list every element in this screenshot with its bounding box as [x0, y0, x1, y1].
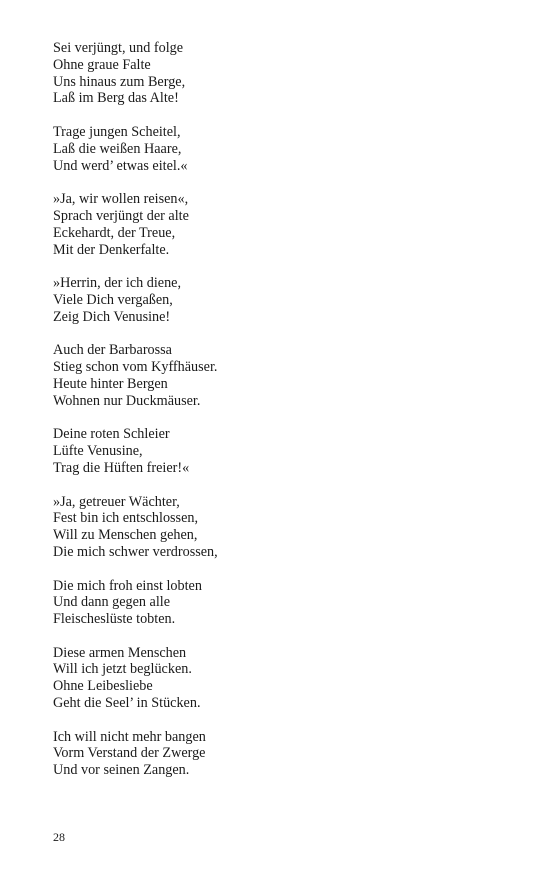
poem-line: Will zu Menschen gehen,: [53, 527, 198, 544]
poem-line: Und vor seinen Zangen.: [53, 762, 190, 779]
stanza: [53, 275, 513, 325]
poem-line: Die mich froh einst lobten: [53, 577, 202, 594]
stanza: [53, 124, 513, 174]
poem-line: Ohne Leibesliebe: [53, 678, 153, 695]
poem-line: Lüfte Venusine,: [53, 443, 143, 460]
poem-line: Fleischeslüste tobten.: [53, 611, 176, 628]
poem-line: Laß die weißen Haare,: [53, 140, 182, 157]
poem-line: Ohne graue Falte: [53, 56, 151, 73]
stanza: [53, 494, 513, 561]
poem-line: Uns hinaus zum Berge,: [53, 73, 186, 90]
stanza: [53, 729, 513, 779]
poem-line: »Herrin, der ich diene,: [53, 275, 182, 292]
poem-line: Will ich jetzt beglücken.: [53, 661, 192, 678]
poem-line: Und werd’ etwas eitel.«: [53, 157, 188, 174]
poem-line: Heute hinter Bergen: [53, 375, 168, 392]
poem-line: Geht die Seel’ in Stücken.: [53, 695, 201, 712]
poem-line: Diese armen Menschen: [53, 644, 187, 661]
poem-line: »Ja, getreuer Wächter,: [53, 493, 180, 510]
poem-line: Laß im Berg das Alte!: [53, 90, 179, 107]
poem-line: Deine roten Schleier: [53, 426, 170, 443]
poem-line: Sprach verjüngt der alte: [53, 207, 189, 224]
poem-line: Zeig Dich Venusine!: [53, 308, 171, 325]
poem-line: Und dann gegen alle: [53, 594, 171, 611]
poem-line: Eckehardt, der Treue,: [53, 224, 176, 241]
poem-line: Wohnen nur Duckmäuser.: [53, 392, 201, 409]
poem-line: Auch der Barbarossa: [53, 342, 172, 359]
stanza: [53, 342, 513, 409]
stanza: [53, 191, 513, 258]
stanza: [53, 645, 513, 712]
poem-line: Die mich schwer verdrossen,: [53, 543, 218, 560]
poem-line: »Ja, wir wollen reisen«,: [53, 191, 189, 208]
poem-text: [53, 40, 513, 796]
stanza: [53, 40, 513, 107]
poem-line: Stieg schon vom Kyffhäuser.: [53, 359, 218, 376]
poem-line: Vorm Verstand der Zwerge: [53, 745, 206, 762]
poem-line: Ich will nicht mehr bangen: [53, 728, 206, 745]
poem-line: Fest bin ich entschlossen,: [53, 510, 199, 527]
stanza: [53, 578, 513, 628]
poem-line: Viele Dich vergaßen,: [53, 291, 173, 308]
poem-line: Trag die Hüften freier!«: [53, 459, 190, 476]
poem-line: Mit der Denkerfalte.: [53, 241, 170, 258]
poem-line: Sei verjüngt, und folge: [53, 40, 184, 56]
stanza: [53, 426, 513, 476]
page-number: 28: [53, 830, 65, 844]
poem-line: Trage jungen Scheitel,: [53, 123, 181, 140]
